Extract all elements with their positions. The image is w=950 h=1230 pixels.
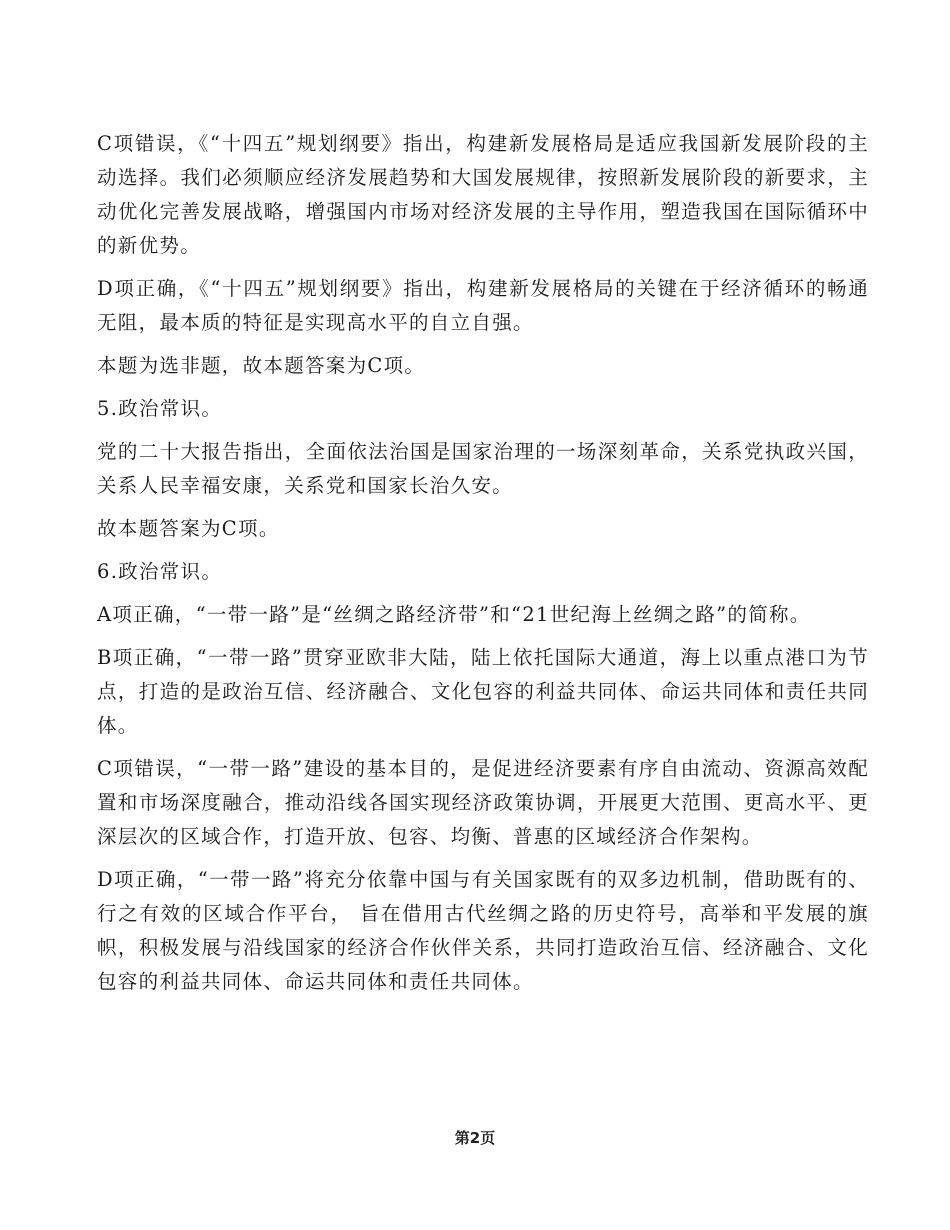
- paragraph-d-option-belt-road: D项正确，“一带一路”将充分依靠中国与有关国家既有的双多边机制，借助既有的、行之有效的区域合作平台， 旨在借用古代丝绸之路的历史符号，高举和平发展的旗帜，积极发展与沿线国家的经济合作伙伴关系，共同打造政治互信、经济融合、文化包容的利益共同体、命运共同体和责任共同体。: [97, 868, 869, 993]
- page-number: 第2页: [454, 1129, 496, 1147]
- paragraph-answer-q5: 故本题答案为C项。: [97, 517, 280, 540]
- question-heading-5: 5.政治常识。: [97, 397, 223, 420]
- paragraph-b-option-belt-road: B项正确，“一带一路”贯穿亚欧非大陆，陆上依托国际大通道，海上以重点港口为节点，打造的是政治互信、经济融合、文化包容的利益共同体、命运共同体和责任共同体。: [97, 646, 869, 737]
- paragraph-rule-of-law: 党的二十大报告指出，全面依法治国是国家治理的一场深刻革命，关系党执政兴国，关系人民幸福安康，关系党和国家长治久安。: [97, 440, 869, 497]
- paragraph-a-option-belt-road: A项正确，“一带一路”是“丝绸之路经济带”和“21世纪海上丝绸之路”的简称。: [97, 603, 811, 626]
- paragraph-answer-q4: 本题为选非题，故本题答案为C项。: [97, 354, 426, 377]
- document-body: [97, 127, 869, 1008]
- paragraph-d-option-new-development-pattern: D项正确，《“十四五”规划纲要》指出，构建新发展格局的关键在于经济循环的畅通无阻，最本质的特征是实现高水平的自立自强。: [97, 277, 869, 334]
- question-heading-6: 6.政治常识。: [97, 560, 223, 583]
- paragraph-c-option-new-development-pattern: C项错误，《“十四五”规划纲要》指出，构建新发展格局是适应我国新发展阶段的主动选择。我们必须顺应经济发展趋势和大国发展规律，按照新发展阶段的新要求，主动优化完善发展战略，增强国内市场对经济发展的主导作用，塑造我国在国际循环中的新优势。: [97, 132, 869, 257]
- paragraph-c-option-belt-road: C项错误，“一带一路”建设的基本目的，是促进经济要素有序自由流动、资源高效配置和市场深度融合，推动沿线各国实现经济政策协调，开展更大范围、更高水平、更深层次的区域合作，打造开放、包容、均衡、普惠的区域经济合作架构。: [97, 757, 869, 848]
